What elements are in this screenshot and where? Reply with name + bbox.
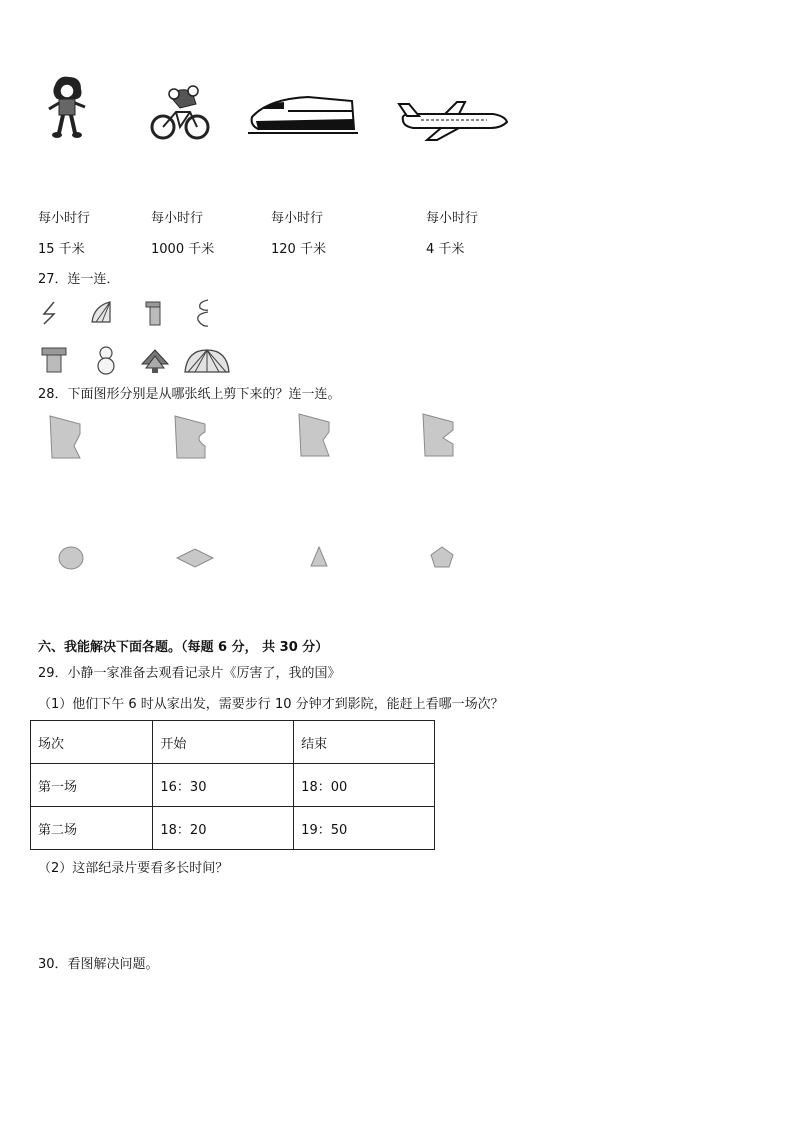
- table-cell: 第二场: [31, 807, 153, 850]
- table-cell: 18：00: [294, 764, 435, 807]
- cyclist-picture: [150, 82, 210, 142]
- question-29-part-1: （1）他们下午 6 时从家出发，需要步行 10 分钟才到影院，能赶上看哪一场次？: [38, 697, 504, 712]
- half-snowman-round-figure: [196, 298, 210, 328]
- circle-shape: [57, 545, 85, 571]
- table-figure: [40, 346, 68, 374]
- table-cell: 第一场: [31, 764, 153, 807]
- speed-label-3: 每小时行: [271, 211, 324, 226]
- folded-paper-1: [48, 414, 84, 460]
- speed-label-2: 每小时行: [151, 211, 204, 226]
- schedule-table: [30, 720, 435, 850]
- question-28-title: 28．下面图形分别是从哪张纸上剪下来的？连一连。: [38, 387, 341, 402]
- table-header-cell: 场次: [31, 721, 153, 764]
- rhombus-shape: [175, 547, 215, 569]
- walking-girl-picture: [45, 75, 90, 140]
- table-header-cell: 结束: [294, 721, 435, 764]
- section-6-title: 六、我能解决下面各题。（每题 6 分， 共 30 分）: [38, 640, 329, 655]
- speed-value-1: 15 千米: [38, 242, 85, 257]
- table-cell: 18：20: [153, 807, 294, 850]
- table-header-row: [31, 721, 435, 764]
- half-umbrella-figure: [88, 300, 114, 326]
- question-27-title: 27．连一连．: [38, 272, 120, 287]
- speed-value-3: 120 千米: [271, 242, 326, 257]
- folded-paper-3: [297, 412, 333, 458]
- airplane-picture: [397, 100, 509, 142]
- table-header-cell: 开始: [153, 721, 294, 764]
- half-snowman-figure: [40, 300, 60, 326]
- question-29-part-2: （2）这部纪录片要看多长时间？: [38, 861, 229, 876]
- table-row: [31, 807, 435, 850]
- table-cell: 19：50: [294, 807, 435, 850]
- folded-paper-4: [421, 412, 457, 458]
- snowman-figure: [96, 345, 116, 375]
- half-table-figure: [142, 300, 162, 326]
- speed-value-4: 4 千米: [426, 242, 465, 257]
- question-29-title: 29．小静一家准备去观看记录片《厉害了，我的国》: [38, 666, 341, 681]
- speed-label-4: 每小时行: [426, 211, 479, 226]
- train-picture: [248, 95, 358, 137]
- pentagon-shape: [429, 545, 455, 569]
- tree-figure: [140, 348, 170, 374]
- table-row: [31, 764, 435, 807]
- speed-value-2: 1000 千米: [151, 242, 215, 257]
- table-cell: 16：30: [153, 764, 294, 807]
- speed-label-1: 每小时行: [38, 211, 91, 226]
- question-30-title: 30．看图解决问题。: [38, 957, 159, 972]
- triangle-shape: [309, 545, 329, 569]
- folded-paper-2: [173, 414, 209, 460]
- umbrella-figure: [183, 348, 231, 374]
